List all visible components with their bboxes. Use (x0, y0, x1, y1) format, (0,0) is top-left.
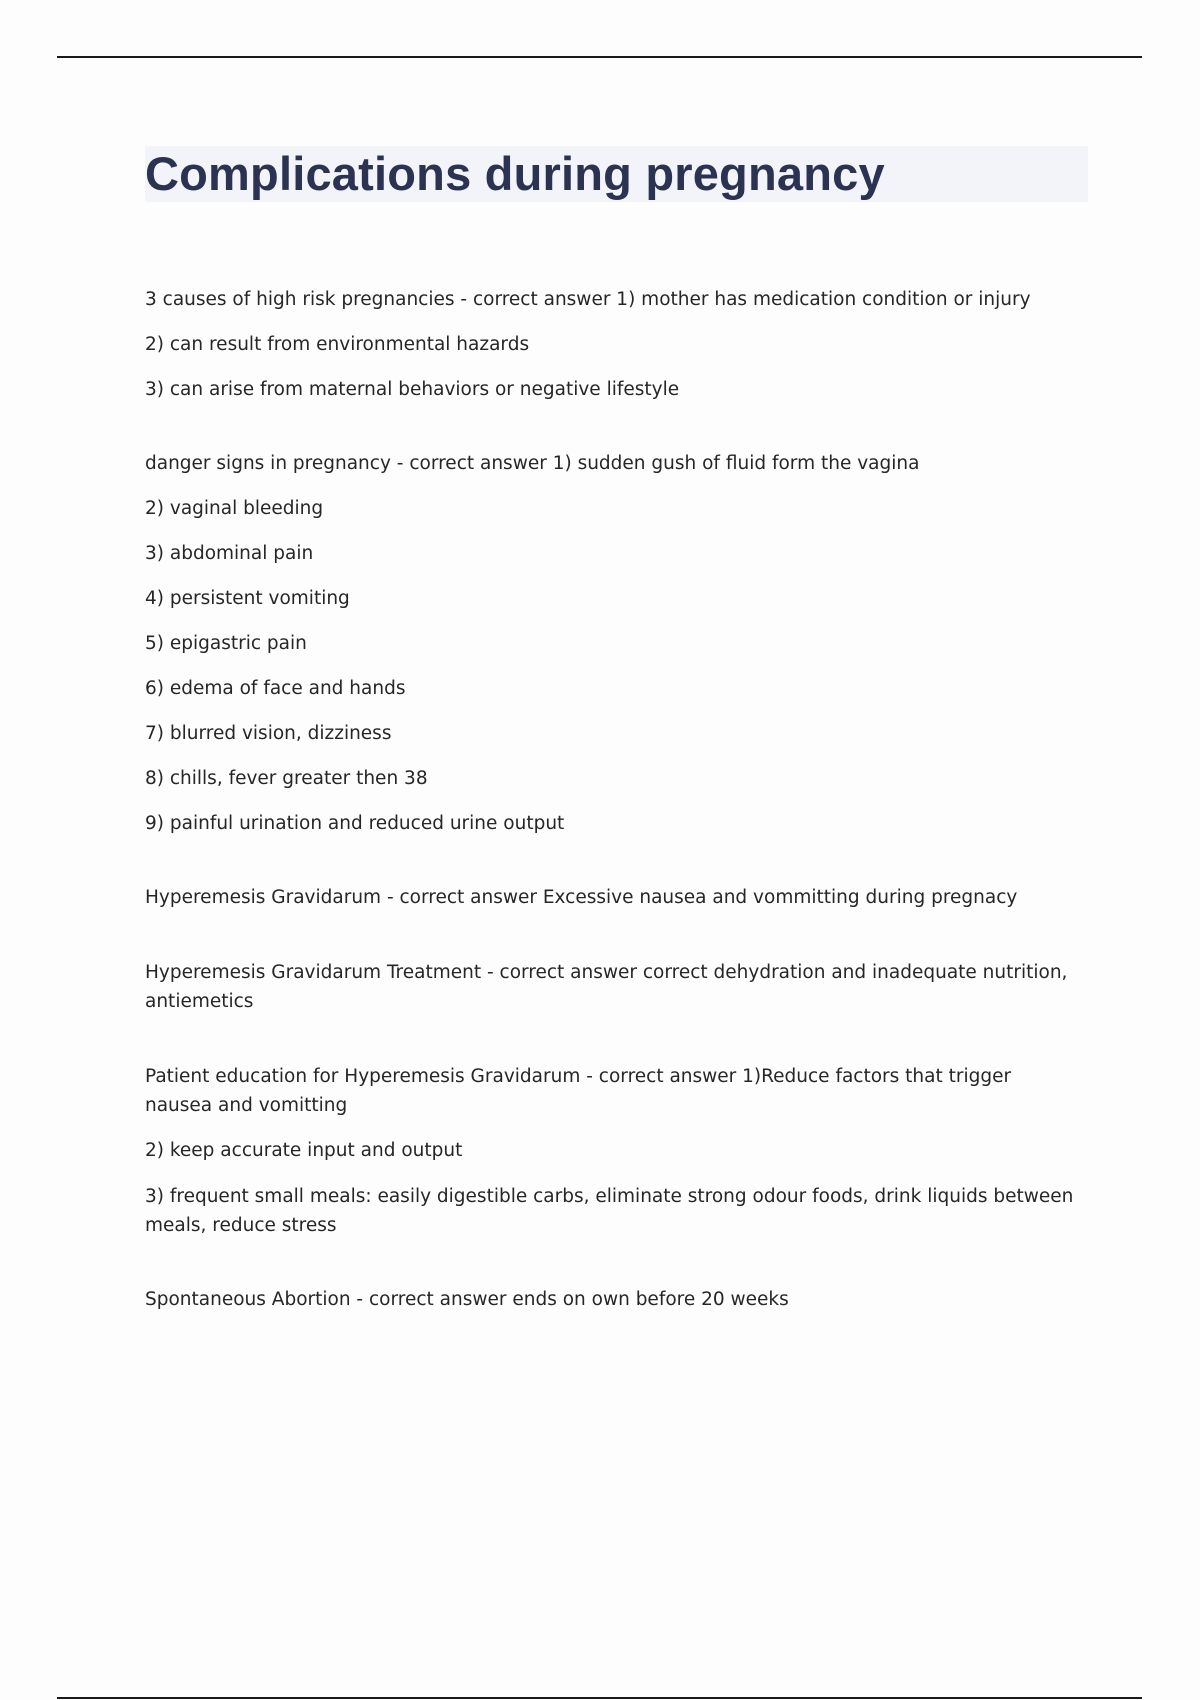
list-item: 2) keep accurate input and output (145, 1140, 463, 1161)
list-item: Patient education for Hyperemesis Gravidarum - correct answer 1)Reduce factors that trigger nausea and vomitting (145, 1066, 1012, 1116)
footer-rule (57, 1697, 1142, 1699)
section-hyperemesis-treatment (145, 958, 1075, 1016)
section-patient-education (145, 1062, 1075, 1240)
section-spontaneous-abortion (145, 1286, 1075, 1314)
list-item: 5) epigastric pain (145, 633, 307, 654)
section-hyperemesis-gravidarum (145, 884, 1075, 912)
list-item: 6) edema of face and hands (145, 678, 406, 699)
list-item: Hyperemesis Gravidarum - correct answer Excessive nausea and vommitting during pregnacy (145, 887, 1018, 908)
document-title: Complications during pregnancy (145, 147, 885, 200)
list-item: 4) persistent vomiting (145, 588, 350, 609)
section-danger-signs (145, 450, 1075, 838)
list-item: 7) blurred vision, dizziness (145, 723, 392, 744)
header-rule (57, 56, 1142, 58)
list-item: 2) can result from environmental hazards (145, 334, 530, 355)
list-item: 8) chills, fever greater then 38 (145, 768, 428, 789)
list-item: 3) frequent small meals: easily digestible carbs, eliminate strong odour foods, drink liquids between meals, reduce stress (145, 1186, 1074, 1236)
list-item: 9) painful urination and reduced urine output (145, 813, 565, 834)
list-item: 3) abdominal pain (145, 543, 314, 564)
list-item: 3) can arise from maternal behaviors or negative lifestyle (145, 379, 680, 400)
list-item: Hyperemesis Gravidarum Treatment - correct answer correct dehydration and inadequate nutrition, antiemetics (145, 962, 1068, 1012)
list-item: danger signs in pregnancy - correct answer 1) sudden gush of fluid form the vagina (145, 453, 920, 474)
list-item: Spontaneous Abortion - correct answer ends on own before 20 weeks (145, 1289, 789, 1310)
section-high-risk-causes (145, 286, 1075, 404)
list-item: 2) vaginal bleeding (145, 498, 324, 519)
list-item: 3 causes of high risk pregnancies - correct answer 1) mother has medication condition or injury (145, 289, 1031, 310)
document-body (145, 286, 1075, 1314)
